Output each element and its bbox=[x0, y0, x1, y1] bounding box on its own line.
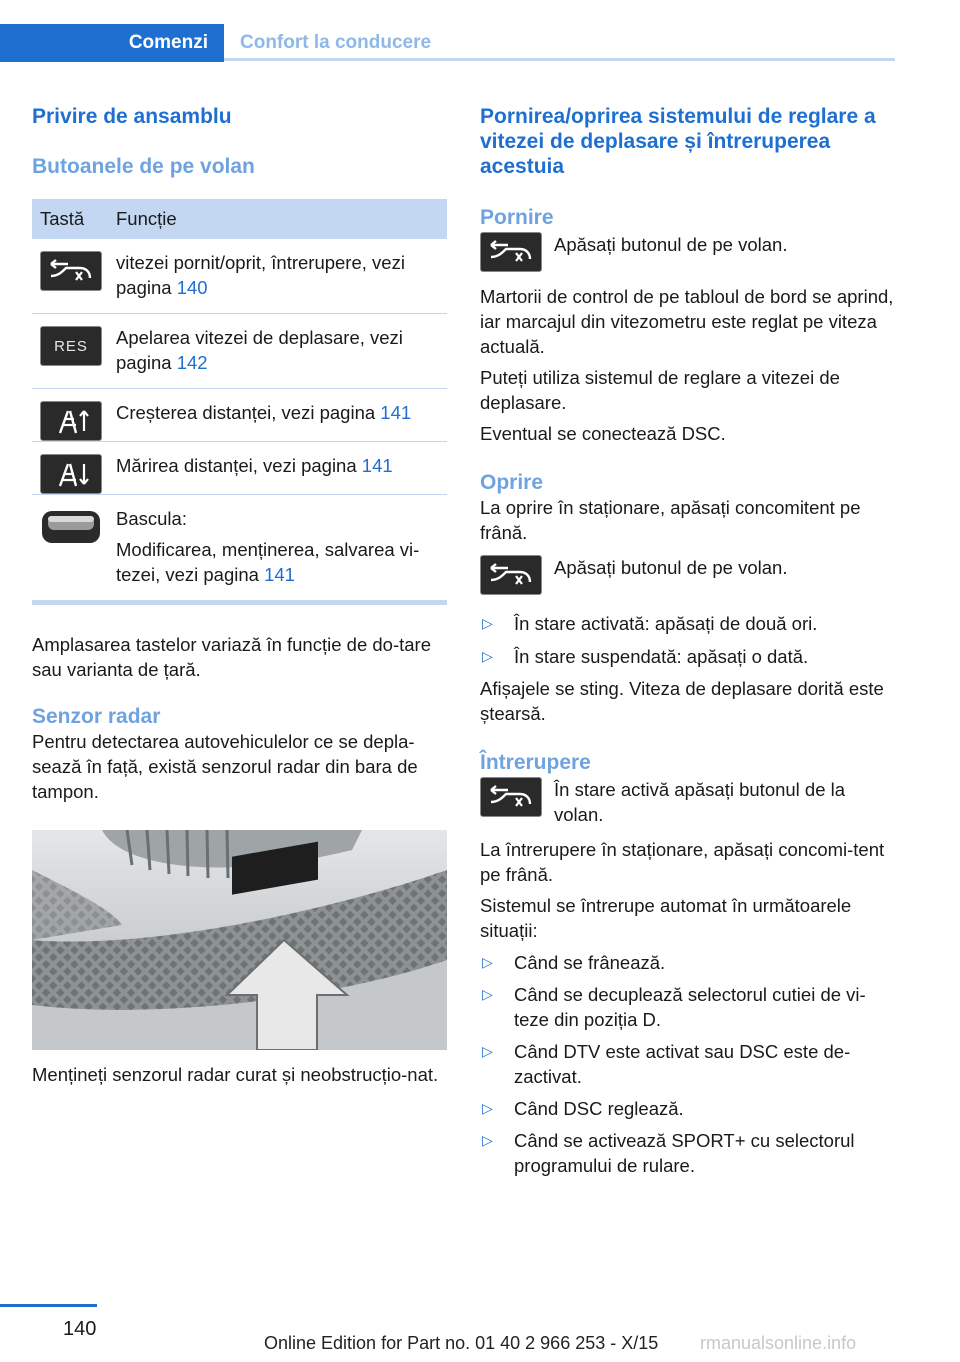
list-item: ▷ În stare suspendată: apăsați o dată. bbox=[482, 646, 809, 667]
cruise-control-icon bbox=[480, 232, 542, 272]
list-item: ▷ Când DTV este activat sau DSC este de-zactivat. bbox=[482, 1041, 851, 1087]
table-header-row bbox=[32, 199, 447, 239]
table-row bbox=[32, 239, 447, 314]
triangle-bullet-icon: ▷ bbox=[482, 986, 493, 1002]
section-title: Privire de ansamblu bbox=[32, 105, 232, 128]
row-text: Mărirea distanței, vezi pagina bbox=[116, 455, 362, 476]
distance-increase-icon bbox=[40, 401, 102, 441]
paragraph: Afișajele se sting. Viteza de deplasare dorită este ștearsă. bbox=[480, 678, 884, 724]
list-item: ▷ Când se frânează. bbox=[482, 952, 666, 973]
paragraph: La oprire în staționare, apăsați concomitent pe frână. bbox=[480, 497, 861, 543]
stop-heading: Oprire bbox=[480, 471, 544, 494]
table-header-key: Tastă bbox=[32, 199, 116, 239]
table-bottom-rule bbox=[32, 600, 447, 605]
cruise-control-icon bbox=[480, 777, 542, 817]
paragraph: La întrerupere în staționare, apăsați concomi-tent pe frână. bbox=[480, 839, 885, 885]
table-row bbox=[32, 389, 447, 442]
page-link[interactable]: 141 bbox=[380, 402, 412, 423]
left-column bbox=[32, 96, 447, 1087]
row-text: Modificarea, menținerea, salvarea vi-tezei, vezi pagina bbox=[116, 539, 420, 585]
watermark: rmanualsonline.info bbox=[700, 1333, 857, 1353]
section-title: Pornirea/oprirea sistemului de reglare a vitezei de deplasare și întreruperea acestuia bbox=[480, 105, 876, 178]
page-link[interactable]: 141 bbox=[264, 564, 295, 585]
distance-decrease-icon bbox=[40, 454, 102, 494]
triangle-bullet-icon: ▷ bbox=[482, 1100, 493, 1116]
paragraph: Eventual se conectează DSC. bbox=[480, 423, 726, 444]
paragraph: Pentru detectarea autovehiculelor ce se depla-sează în față, există senzorul radar din bara de tampon. bbox=[32, 731, 418, 802]
radar-sensor-photo bbox=[32, 830, 447, 1050]
tab-underline bbox=[224, 58, 895, 61]
rocker-switch-icon bbox=[40, 507, 102, 547]
row-text: vitezei pornit/oprit, întrerupere, vezi pagina bbox=[116, 252, 405, 298]
cruise-control-icon bbox=[480, 555, 542, 595]
page-number: 140 bbox=[63, 1318, 97, 1340]
list-item: ▷ Când se decuplează selectorul cutiei de vi-teze din poziția D. bbox=[482, 984, 866, 1030]
radar-heading: Senzor radar bbox=[32, 705, 161, 728]
paragraph: Martorii de control de pe tabloul de bord se aprind, iar marcajul din vitezometru este reglat pe viteza actuală. bbox=[480, 286, 894, 357]
interrupt-heading: Întrerupere bbox=[480, 751, 591, 774]
triangle-bullet-icon: ▷ bbox=[482, 1132, 493, 1148]
table-row bbox=[32, 495, 447, 601]
table-row bbox=[32, 442, 447, 495]
res-button-icon: RES bbox=[40, 326, 102, 366]
buttons-table bbox=[32, 199, 447, 600]
top-navigation bbox=[0, 24, 895, 62]
instruction-row bbox=[480, 777, 895, 827]
list-item: ▷ Când DSC reglează. bbox=[482, 1098, 684, 1119]
row-text: Creșterea distanței, vezi pagina bbox=[116, 402, 381, 423]
row-text: Apelarea vitezei de deplasare, vezi pagina bbox=[116, 327, 403, 373]
footer-rule bbox=[0, 1304, 97, 1307]
page-link[interactable]: 142 bbox=[176, 352, 208, 373]
cruise-control-icon bbox=[40, 251, 102, 291]
instruction-text: Apăsați butonul de pe volan. bbox=[554, 234, 788, 255]
list-item: ▷ Când se activează SPORT+ cu selectorul programului de rulare. bbox=[482, 1130, 855, 1176]
interrupt-list bbox=[480, 950, 895, 1178]
triangle-bullet-icon: ▷ bbox=[482, 648, 493, 664]
instruction-text: Apăsați butonul de pe volan. bbox=[554, 557, 788, 578]
section-subtitle: Butoanele de pe volan bbox=[32, 155, 255, 178]
instruction-row bbox=[480, 555, 895, 595]
start-heading: Pornire bbox=[480, 206, 554, 229]
row-text: Bascula: bbox=[116, 508, 187, 529]
instruction-row bbox=[480, 232, 895, 272]
paragraph: Amplasarea tastelor variază în funcție de do-tare sau varianta de țară. bbox=[32, 634, 431, 680]
tab-comenzi[interactable]: Comenzi bbox=[0, 24, 224, 62]
tab-confort-la-conducere[interactable]: Confort la conducere bbox=[240, 32, 432, 53]
table-row bbox=[32, 314, 447, 389]
instruction-text: În stare activă apăsați butonul de la volan. bbox=[554, 779, 846, 825]
footer-edition: Online Edition for Part no. 01 40 2 966 253 - X/15 bbox=[264, 1333, 659, 1353]
page-link[interactable]: 140 bbox=[176, 277, 208, 298]
triangle-bullet-icon: ▷ bbox=[482, 615, 493, 631]
triangle-bullet-icon: ▷ bbox=[482, 1043, 493, 1059]
stop-list bbox=[480, 611, 895, 669]
triangle-bullet-icon: ▷ bbox=[482, 954, 493, 970]
right-column bbox=[480, 96, 895, 1178]
paragraph: Puteți utiliza sistemul de reglare a vitezei de deplasare. bbox=[480, 367, 840, 413]
page-link[interactable]: 141 bbox=[361, 455, 393, 476]
table-header-function: Funcție bbox=[116, 199, 447, 239]
paragraph: Sistemul se întrerupe automat în următoarele situații: bbox=[480, 895, 852, 941]
photo-caption: Mențineți senzorul radar curat și neobstrucțio-nat. bbox=[32, 1064, 439, 1085]
list-item: ▷ În stare activată: apăsați de două ori. bbox=[482, 613, 818, 634]
